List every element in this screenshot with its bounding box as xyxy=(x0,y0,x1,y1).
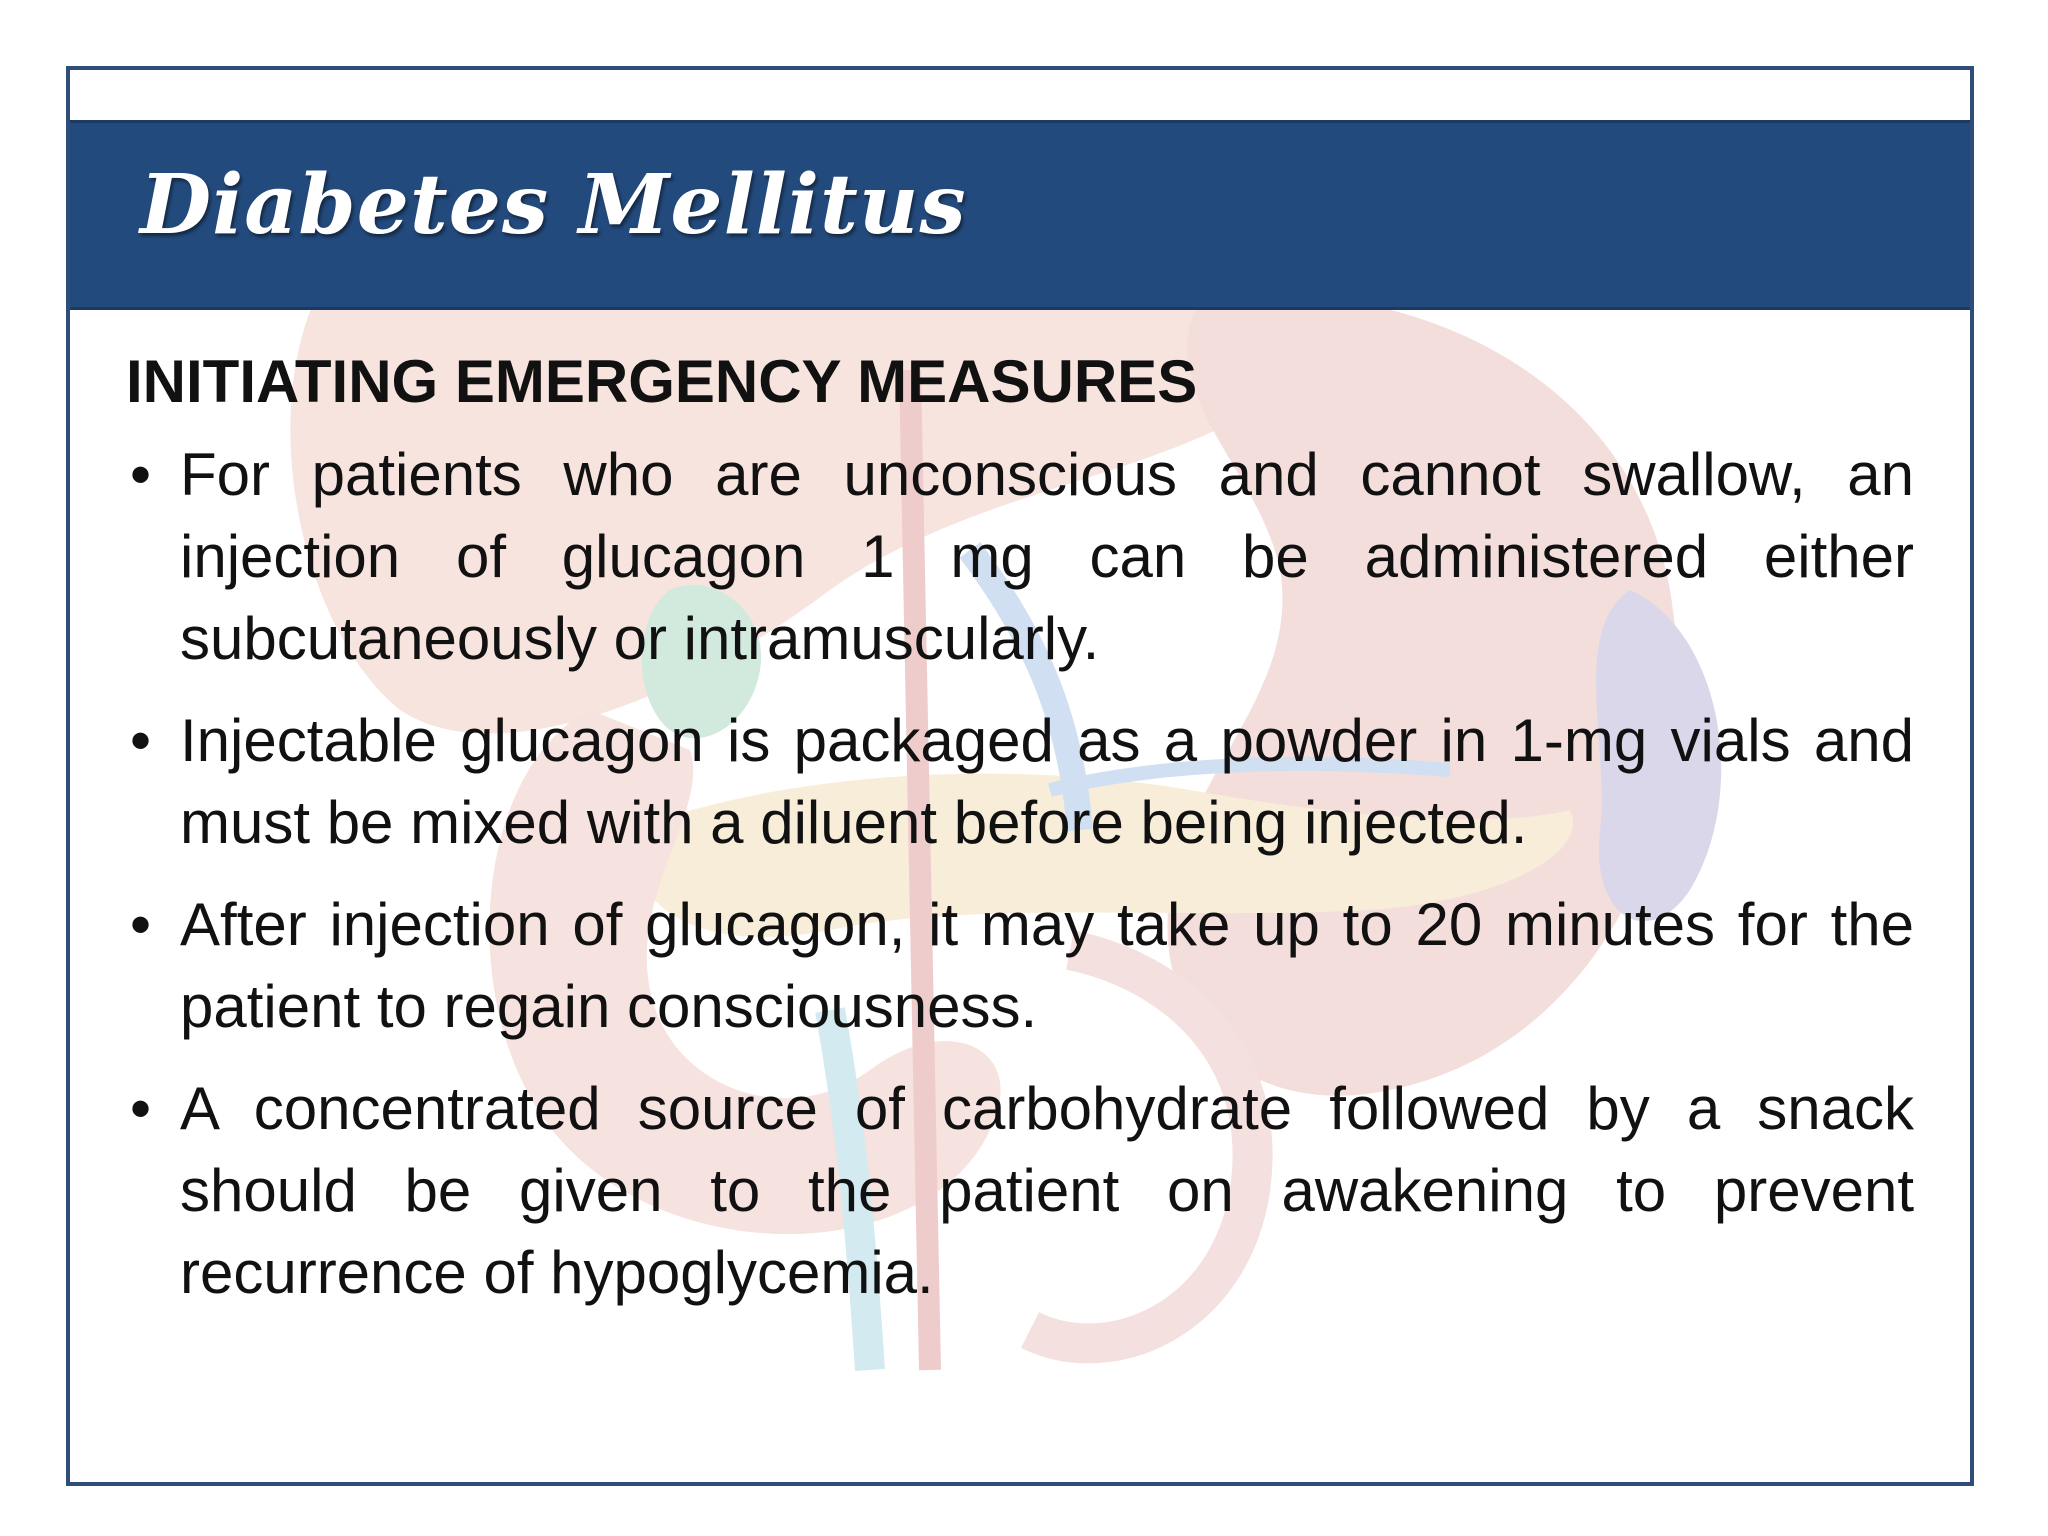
slide-frame xyxy=(66,66,1974,1486)
title-bar xyxy=(70,120,1970,310)
bullet-text: A concentrated source of carbohydrate followed by a snack should be given to the patient on awakening to prevent recurrence of hypoglycemia. xyxy=(180,1075,1914,1306)
bullet-text: Injectable glucagon is packaged as a powder in 1-mg vials and must be mixed with a diluent before being injected. xyxy=(180,707,1914,856)
section-heading: INITIATING EMERGENCY MEASURES xyxy=(126,348,1198,415)
bullet-text: For patients who are unconscious and cannot swallow, an injection of glucagon 1 mg can be administered either subcutaneously or intramuscularly. xyxy=(180,441,1914,672)
slide-content xyxy=(126,340,1914,1334)
bullet-dot-icon: • xyxy=(130,707,152,774)
bullet-item xyxy=(126,700,1914,864)
bullet-dot-icon: • xyxy=(130,441,152,508)
bullet-item xyxy=(126,434,1914,680)
bullet-dot-icon: • xyxy=(130,891,152,958)
bullet-dot-icon: • xyxy=(130,1075,152,1142)
bullet-list xyxy=(126,434,1914,1314)
bullet-item xyxy=(126,1068,1914,1314)
slide-title: Diabetes Mellitus xyxy=(140,157,967,253)
bullet-item xyxy=(126,884,1914,1048)
bullet-text: After injection of glucagon, it may take up to 20 minutes for the patient to regain consciousness. xyxy=(180,891,1914,1040)
